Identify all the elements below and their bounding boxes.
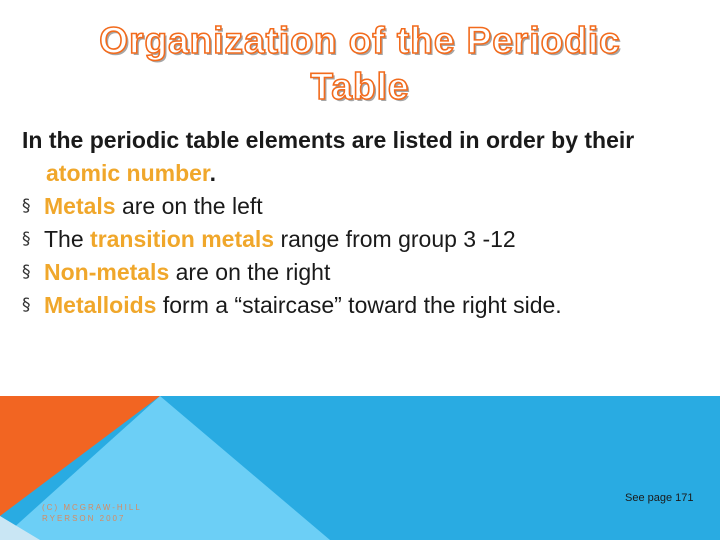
page-reference: See page 171	[625, 492, 694, 504]
bullet-item-metalloids	[22, 289, 702, 322]
slide-body	[22, 124, 702, 322]
bullet-text: are on the right	[169, 259, 331, 285]
intro-paragraph	[22, 124, 702, 190]
bullet-text: are on the left	[115, 193, 263, 219]
metalloids-highlight: Metalloids	[44, 292, 157, 318]
non-metals-highlight: Non-metals	[44, 259, 170, 285]
bullet-item-transition-metals	[22, 223, 702, 256]
copyright-notice	[42, 502, 142, 524]
bullet-icon: §	[22, 229, 31, 249]
bullet-text: range from group 3 -12	[274, 226, 516, 252]
transition-metals-highlight: transition metals	[90, 226, 275, 252]
intro-period: .	[209, 160, 216, 186]
bullet-prefix: The	[44, 226, 91, 252]
copyright-line-2: RYERSON 2007	[42, 514, 126, 523]
slide-title	[40, 18, 680, 110]
bullet-icon: §	[22, 262, 31, 282]
bullet-item-metals	[22, 190, 702, 223]
bullet-item-non-metals	[22, 256, 702, 289]
copyright-line-1: (C) MCGRAW-HILL	[42, 503, 142, 512]
slide-title-line-2: Table	[310, 66, 410, 107]
atomic-number-highlight: atomic number	[46, 160, 210, 186]
metals-highlight: Metals	[44, 193, 116, 219]
intro-text: In the periodic table elements are listed in order by their	[22, 127, 635, 153]
bullet-list	[22, 190, 702, 322]
slide-title-line-1: Organization of the Periodic	[99, 20, 621, 61]
bullet-icon: §	[22, 196, 31, 216]
bullet-text: form a “staircase” toward the right side.	[156, 292, 562, 318]
bullet-icon: §	[22, 295, 31, 315]
